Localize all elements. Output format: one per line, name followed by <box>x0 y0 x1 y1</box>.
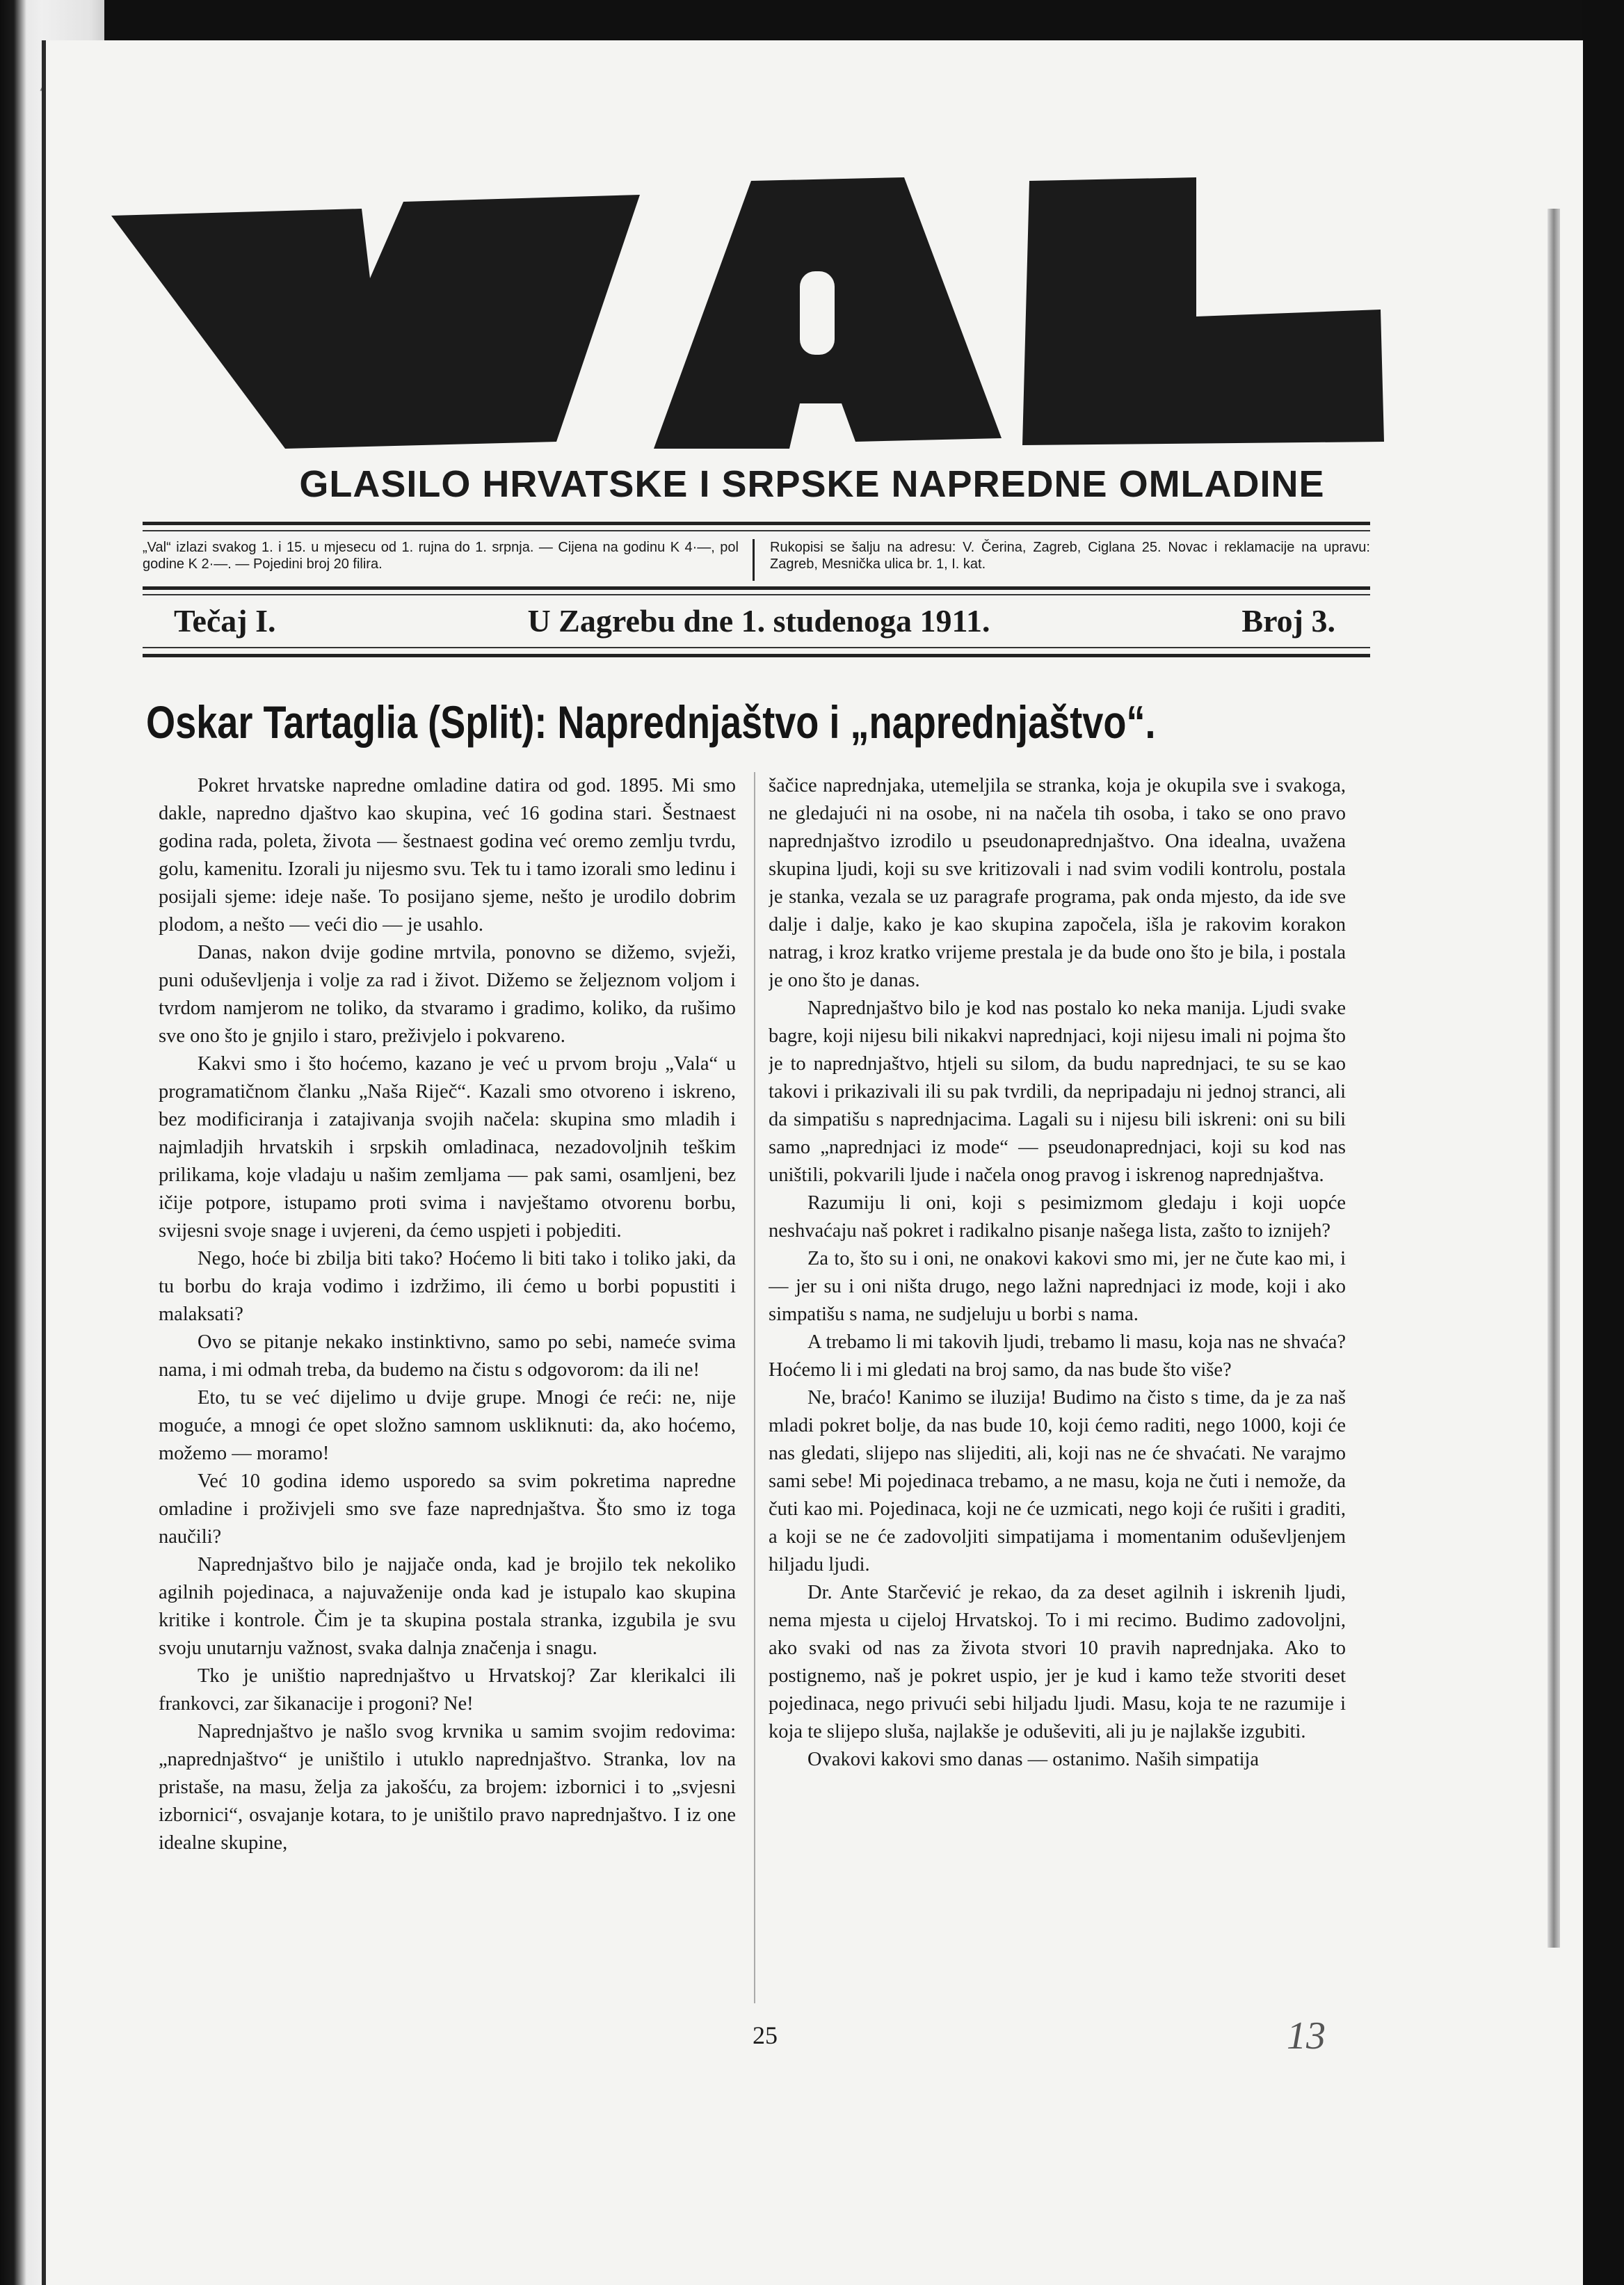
header-rule-bottom <box>143 654 1370 657</box>
handwritten-page-mark: 13 <box>1287 2014 1326 2058</box>
subscription-terms: „Val“ izlazi svakog 1. i 15. u mjesecu od 1. rujna do 1. srpnja. — Cijena na godinu K 4·—, pol godine K 2·—. — Pojedini broj 20 filira. <box>143 539 755 581</box>
val-logo-graphic <box>111 174 1384 452</box>
header-rule-top-thin <box>143 530 1370 531</box>
paragraph: A trebamo li mi takovih ljudi, trebamo li masu, koja nas ne shvaća? Hoćemo li i mi gledati na broj samo, da nas bude što više? <box>769 1331 1346 1381</box>
paragraph: Naprednjaštvo je našlo svog krvnika u samim svojim redovima: „naprednjaštvo“ je uništilo i utuklo naprednjaštvo. Stranka, lov na pristaše, na masu, želja za jakošću, za brojem: izbornici i to „svjesni izbornici“, osvajanje kotara, to je uništilo pravo naprednjaštvo. I iz one idealne skupine, <box>159 1721 736 1854</box>
paragraph: Naprednjaštvo bilo je najjače onda, kad je brojilo tek nekoliko agilnih pojedinaca, a najuvaženije onda kad je istupalo kao skupina kritike i kontrole. Čim je ta skupina postala stranka, izgubila je svu svoju unutarnju važnost, svaka dalnja značenja i snagu. <box>159 1554 736 1659</box>
issue-number: Broj 3. <box>1241 602 1335 639</box>
paragraph: Naprednjaštvo bilo je kod nas postalo ko neka manija. Ljudi svake bagre, koji nijesu bili nikakvi naprednjaci, koji nijesu imali ni pojma što je to naprednjaštvo, htjeli su silom, da budu naprednjaci, te su se kao takovi i prikazivali ili su pak tvrdili, da nepripadaju ni jednoj stranci, ali da simpatišu s naprednjacima. Lagali su i nijesu bili iskreni: oni su bili samo „naprednjaci iz mode“ — pseudonaprednjaci, koji su kod nas uništili, pokvarili ljude i načela onog pravog i iskrenog naprednjaštva. <box>769 997 1346 1186</box>
paragraph: Ovakovi kakovi smo danas — ostanimo. Naših simpatija <box>807 1749 1260 1770</box>
paragraph: šačice naprednjaka, utemeljila se stranka, koja je okupila sve i svakoga, ne gledajući ni na osobe, ni na načela tih osoba, i tako se ono pravo naprednjaštvo izrodilo u pseudonaprednjaštvo. Ona idealna, uvažena skupina ljudi, koji su sve kritizovali i nad svim vodili kontrolu, postala je stanka, vezala se uz paragrafe programa, pak onda mjesto, da ide sve dalje i dalje, kako je kao skupina započela, išla je rakovim korakon natrag, i kroz kratko vrijeme prestala je da bude ono što je bila, i postala je ono što je danas. <box>769 775 1346 991</box>
publication-subtitle: GLASILO HRVATSKE I SRPSKE NAPREDNE OMLADINE <box>299 463 1325 505</box>
paragraph: Nego, hoće bi zbilja biti tako? Hoćemo li biti tako i toliko jaki, da tu borbu do kraja vodimo i izdržimo, ili ćemo u borbi popustiti i malaksati? <box>159 1248 736 1325</box>
page-number: 25 <box>753 2021 778 2049</box>
article-body <box>159 772 1369 2003</box>
paragraph: Kakvi smo i što hoćemo, kazano je već u prvom broju „Vala“ u programatičnom članku „Naša Riječ“. Kazali smo otvoreno i iskreno, bez modificiranja i zatajivanja svojih načela: skupina smo mladih i najmladjih hrvatskih i srpskih omladinaca, nezadovoljnih teškim prilikama, koje vladaju u našim zemljama — pak sami, osamljeni, bez ičije potpore, istupamo proti svima i navještamo otvorenu borbu, svijesni svoje snage i uvjereni, da ćemo uspjeti i pobjediti. <box>159 1053 736 1242</box>
paragraph: Danas, nakon dvije godine mrtvila, ponovno se dižemo, svježi, puni oduševljenja i volje za rad i život. Dižemo se željeznom voljom i tvrdom namjerom ne toliko, da stvaramo i gradimo, koliko, da rušimo sve ono što je gnjilo i staro, preživjelo i pokvareno. <box>159 942 736 1047</box>
paragraph: Ne, braćo! Kanimo se iluzija! Budimo na čisto s time, da je za naš mladi pokret bolje, da nas bude 10, koji ćemo raditi, nego 1000, koji će nas gledati, slijepo nas slijediti, ali, koji nas ne će shvaćati. Ne varajmo sami sebe! Mi pojedinaca trebamo, a ne masu, koja ne čuti i nemože, da čuti kao mi. Pojedinaca, koji ne će uzmicati, nego koji će rušiti i graditi, a koji se ne će zadovoljiti simpatijama i momentanim oduševljenjem hiljadu ljudi. <box>769 1387 1346 1576</box>
paragraph: Dr. Ante Starčević je rekao, da za deset agilnih i iskrenih ljudi, nema mjesta u cijeloj Hrvatskoj. To i mi recimo. Budimo zadovoljni, ako svaki od nas za života stvori 10 pravih naprednjaka. Ako to postignemo, naš je pokret uspio, jer je kud i kamo teže stvoriti deset pojedinaca, nego privući sebi hiljadu ljudi. Masu, koja te ne razumije i koja te slijepo sluša, najlakše je oduševiti, ali ju je najlakše izgubiti. <box>769 1582 1346 1742</box>
header-rule-middle-thin <box>143 594 1370 595</box>
scan-border-top <box>0 0 1624 42</box>
subscription-info <box>143 539 1370 581</box>
header-rule-top <box>143 522 1370 525</box>
header-rule-middle <box>143 586 1370 590</box>
issue-volume: Tečaj I. <box>174 602 276 639</box>
paragraph: Eto, tu se već dijelimo u dvije grupe. Mnogi će reći: ne, nije moguće, a mnogi će opet složno samnom uskliknuti: da, ako hoćemo, možemo — moramo! <box>159 1387 736 1464</box>
issue-line <box>174 600 1335 641</box>
paragraph: Pokret hrvatske napredne omladine datira od god. 1895. Mi smo dakle, napredno djaštvo kao skupina, već 16 godina stari. Šestnaest godina rada, poleta, života — šestnaest godina već oremo zemlju tvrdu, golu, kamenitu. Izorali ju nijesmo svu. Tek tu i tamo izorali smo ledinu i posijali sjeme: ideje naše. To posijano sjeme, nešto je urodilo dobrim plodom, a nešto — veći dio — je usahlo. <box>159 775 736 936</box>
issue-date: U Zagrebu dne 1. studenoga 1911. <box>527 602 990 639</box>
paragraph: Ovo se pitanje nekako instinktivno, samo po sebi, nameće svima nama, i mi odmah treba, da budemo na čistu s odgovorom: da ili ne! <box>159 1331 736 1381</box>
masthead-logo <box>111 174 1384 452</box>
column-divider <box>754 772 755 2003</box>
editorial-address: Rukopisi se šalju na adresu: V. Čerina, Zagreb, Ciglana 25. Novac i reklamacije na upravu: Zagreb, Mesnička ulica br. 1, I. kat. <box>770 540 1370 572</box>
header-rule-bottom-thin <box>143 647 1370 648</box>
paragraph: Već 10 godina idemo usporedo sa svim pokretima napredne omladine i proživjeli smo sve faze naprednjaštva. Što smo iz toga naučili? <box>159 1470 736 1548</box>
article-column-right <box>769 772 1346 2003</box>
paragraph: Tko je uništio naprednjaštvo u Hrvatskoj? Zar klerikalci ili frankovci, zar šikanacije i progoni? Ne! <box>159 1665 736 1715</box>
article-column-left <box>159 772 736 2003</box>
paragraph: Razumiju li oni, koji s pesimizmom gledaju i koji uopće neshvaćaju naš pokret i radikalno pisanje našega lista, zašto to iznijeh? <box>769 1192 1346 1242</box>
paragraph: Za to, što su i oni, ne onakovi kakovi smo mi, jer ne čute kao mi, i — jer su i oni ništa drugo, nego lažni naprednjaci iz mode, koji i ako simpatišu s nama, ne sudjeluju u borbi s nama. <box>769 1248 1346 1325</box>
scan-border-right <box>1582 0 1624 2285</box>
article-title: Oskar Tartaglia (Split): Naprednjaštvo i „naprednjaštvo“. <box>146 696 1156 748</box>
